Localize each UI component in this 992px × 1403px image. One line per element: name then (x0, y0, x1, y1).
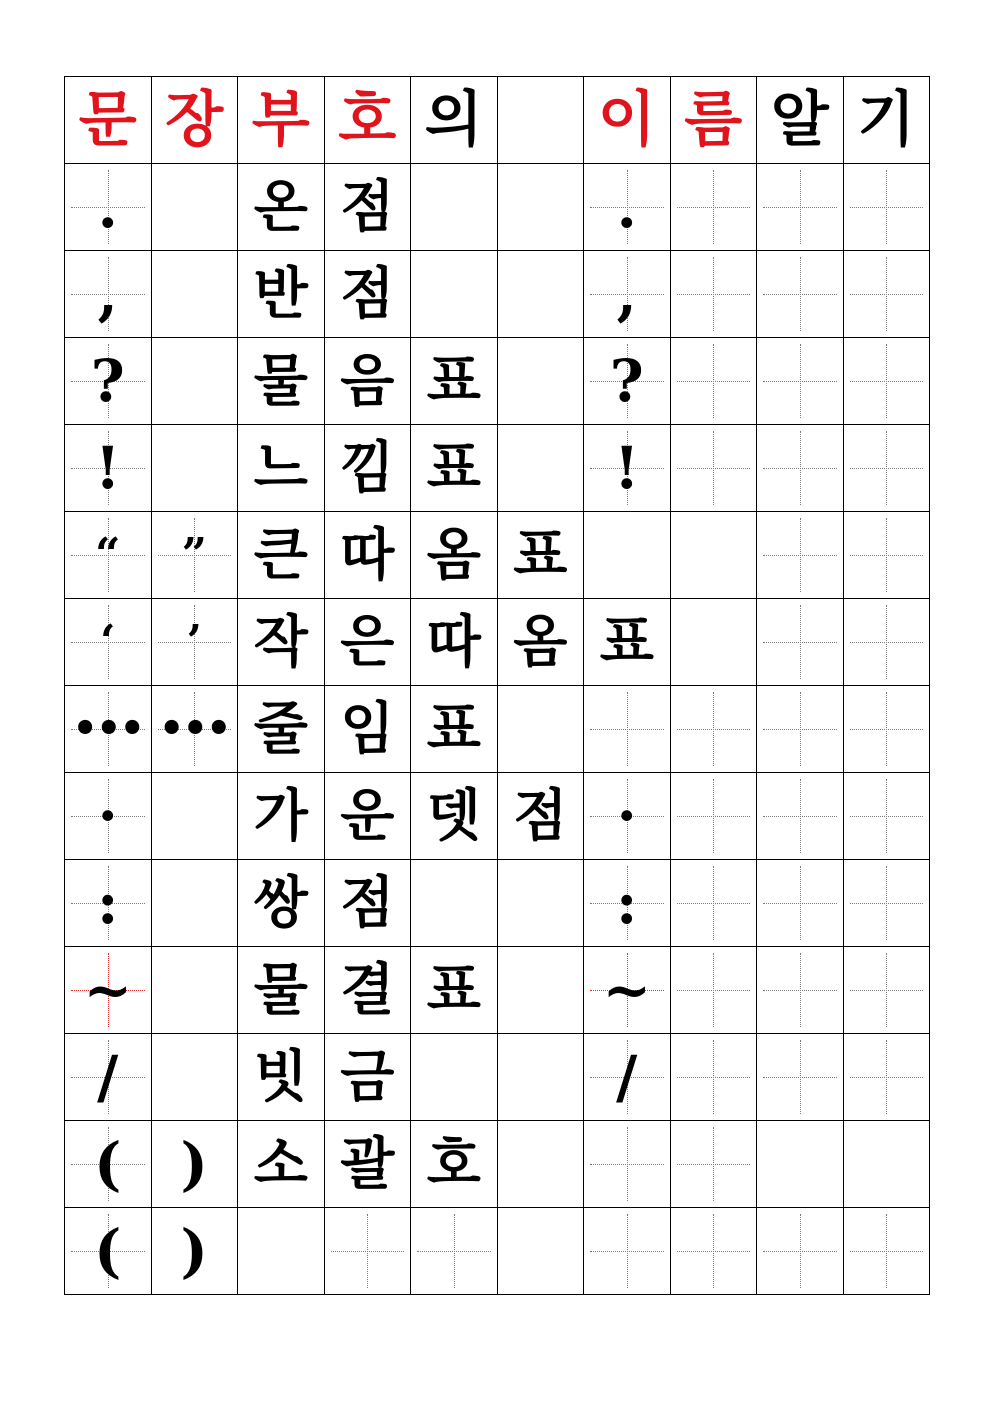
hangul-char: 반 (253, 261, 308, 327)
grid-cell (324, 1121, 411, 1208)
punctuation-symbol: ’ (186, 616, 202, 667)
practice-cell (151, 164, 238, 251)
punctuation-symbol: / (97, 1043, 119, 1111)
grid-cell (584, 164, 671, 251)
title-cell (238, 77, 325, 164)
hangul-char: 음 (340, 348, 395, 414)
grid-cell (497, 512, 584, 599)
practice-cell (757, 686, 844, 773)
title-cell (584, 77, 671, 164)
practice-cell (497, 425, 584, 512)
grid-cell (238, 338, 325, 425)
practice-cell (497, 947, 584, 1034)
grid-cell (324, 164, 411, 251)
grid-cell (238, 686, 325, 773)
practice-cell (757, 773, 844, 860)
practice-cell (670, 338, 757, 425)
symbol-row (65, 1208, 930, 1295)
practice-cell (411, 860, 498, 947)
punctuation-symbol: ~ (602, 956, 652, 1024)
punctuation-symbol: : (97, 869, 119, 937)
hangul-char: 은 (340, 609, 395, 675)
practice-cell (238, 1208, 325, 1295)
punctuation-symbol: ) (180, 1130, 208, 1198)
practice-cell (843, 251, 930, 338)
title-row (65, 77, 930, 164)
grid-cell (324, 773, 411, 860)
symbol-row (65, 599, 930, 686)
symbol-row (65, 686, 930, 773)
title-cell (497, 77, 584, 164)
grid-cell (238, 947, 325, 1034)
practice-cell (497, 251, 584, 338)
practice-cell (757, 338, 844, 425)
symbol-row (65, 425, 930, 512)
title-char: 름 (684, 85, 743, 155)
hangul-char: 임 (340, 696, 395, 762)
grid-cell (324, 860, 411, 947)
symbol-row (65, 512, 930, 599)
hangul-char: 옴 (513, 609, 568, 675)
practice-cell (411, 1208, 498, 1295)
symbol-row (65, 860, 930, 947)
practice-cell (670, 1121, 757, 1208)
grid-cell (324, 425, 411, 512)
grid-cell (411, 599, 498, 686)
grid-cell (324, 512, 411, 599)
practice-cell (411, 1034, 498, 1121)
writing-grid (64, 76, 930, 1295)
hangul-char: 뎃 (426, 783, 481, 849)
practice-cell (497, 860, 584, 947)
grid-cell (584, 773, 671, 860)
hangul-char: 느 (253, 435, 308, 501)
hangul-char: 빗 (253, 1044, 308, 1110)
grid-cell (238, 599, 325, 686)
practice-cell (497, 1208, 584, 1295)
hangul-char: 점 (340, 174, 395, 240)
grid-cell (238, 251, 325, 338)
punctuation-symbol: ( (94, 1130, 122, 1198)
practice-cell (670, 512, 757, 599)
punctuation-symbol: ••• (72, 705, 144, 752)
practice-cell (411, 251, 498, 338)
grid-cell (324, 251, 411, 338)
hangul-char: 표 (426, 348, 481, 414)
punctuation-symbol: ? (609, 347, 644, 415)
grid-cell (411, 686, 498, 773)
punctuation-symbol: . (97, 173, 118, 241)
grid-cell (411, 338, 498, 425)
title-cell (670, 77, 757, 164)
practice-cell (670, 860, 757, 947)
grid-cell (238, 1034, 325, 1121)
grid-cell (324, 599, 411, 686)
grid-cell (65, 599, 152, 686)
grid-cell (411, 1121, 498, 1208)
practice-cell (151, 773, 238, 860)
practice-cell (757, 251, 844, 338)
practice-cell (757, 599, 844, 686)
punctuation-symbol: ! (95, 434, 121, 502)
practice-cell (151, 1034, 238, 1121)
hangul-char: 표 (426, 435, 481, 501)
punctuation-symbol: · (616, 782, 637, 850)
punctuation-symbol: ? (90, 347, 125, 415)
practice-cell (843, 686, 930, 773)
practice-cell (757, 425, 844, 512)
practice-cell (151, 860, 238, 947)
grid-cell (411, 425, 498, 512)
grid-cell (584, 947, 671, 1034)
punctuation-symbol: · (97, 782, 118, 850)
grid-cell (65, 1208, 152, 1295)
grid-cell (65, 773, 152, 860)
punctuation-symbol: ” (181, 529, 207, 580)
hangul-char: 점 (513, 783, 568, 849)
hangul-char: 점 (340, 261, 395, 327)
hangul-char: 온 (253, 174, 308, 240)
practice-cell (843, 1121, 930, 1208)
title-char: 부 (251, 85, 310, 155)
title-cell (151, 77, 238, 164)
practice-cell (151, 425, 238, 512)
practice-cell (843, 599, 930, 686)
grid-cell (65, 1034, 152, 1121)
punctuation-symbol: ( (94, 1217, 122, 1285)
punctuation-symbol: ) (180, 1217, 208, 1285)
grid-cell (324, 1034, 411, 1121)
grid-cell (324, 338, 411, 425)
practice-cell (151, 947, 238, 1034)
punctuation-symbol: , (616, 260, 637, 328)
punctuation-symbol: , (97, 260, 118, 328)
practice-cell (843, 947, 930, 1034)
hangul-char: 줄 (253, 696, 308, 762)
grid-cell (65, 251, 152, 338)
punctuation-symbol: / (616, 1043, 638, 1111)
hangul-char: 물 (253, 348, 308, 414)
punctuation-symbol: ~ (83, 956, 133, 1024)
practice-cell (843, 338, 930, 425)
practice-cell (670, 425, 757, 512)
practice-cell (497, 686, 584, 773)
hangul-char: 결 (340, 957, 395, 1023)
hangul-char: 작 (253, 609, 308, 675)
symbol-row (65, 1034, 930, 1121)
grid-cell (584, 251, 671, 338)
symbol-row (65, 251, 930, 338)
grid-cell (584, 338, 671, 425)
practice-cell (584, 1208, 671, 1295)
title-cell (324, 77, 411, 164)
hangul-char: 금 (340, 1044, 395, 1110)
title-cell (843, 77, 930, 164)
punctuation-symbol: . (616, 173, 637, 241)
hangul-char: 큰 (253, 522, 308, 588)
grid-cell (238, 164, 325, 251)
grid-cell (324, 947, 411, 1034)
title-char: 기 (857, 85, 916, 155)
practice-cell (843, 1208, 930, 1295)
practice-cell (497, 1034, 584, 1121)
practice-cell (757, 164, 844, 251)
practice-cell (670, 164, 757, 251)
grid-cell (411, 947, 498, 1034)
title-char: 장 (165, 85, 224, 155)
practice-cell (670, 686, 757, 773)
title-char: 문 (78, 85, 137, 155)
hangul-char: 호 (426, 1131, 481, 1197)
grid-cell (238, 860, 325, 947)
practice-cell (843, 164, 930, 251)
hangul-char: 표 (426, 696, 481, 762)
practice-cell (670, 599, 757, 686)
grid-cell (65, 1121, 152, 1208)
symbol-row (65, 773, 930, 860)
practice-cell (497, 164, 584, 251)
hangul-char: 괄 (340, 1131, 395, 1197)
hangul-char: 소 (253, 1131, 308, 1197)
title-cell (411, 77, 498, 164)
grid-cell (65, 425, 152, 512)
practice-cell (757, 1121, 844, 1208)
practice-cell (757, 512, 844, 599)
grid-cell (584, 599, 671, 686)
symbol-row (65, 1121, 930, 1208)
practice-cell (757, 1208, 844, 1295)
grid-cell (584, 860, 671, 947)
hangul-char: 물 (253, 957, 308, 1023)
practice-cell (411, 164, 498, 251)
symbol-row (65, 164, 930, 251)
punctuation-symbol: : (616, 869, 638, 937)
punctuation-symbol: “ (95, 529, 121, 580)
grid-cell (324, 686, 411, 773)
grid-cell (584, 1034, 671, 1121)
practice-cell (670, 1034, 757, 1121)
grid-cell (238, 773, 325, 860)
practice-cell (757, 947, 844, 1034)
grid-cell (65, 338, 152, 425)
punctuation-symbol: ‘ (100, 616, 116, 667)
symbol-row (65, 338, 930, 425)
hangul-char: 따 (426, 609, 481, 675)
grid-cell (65, 164, 152, 251)
punctuation-symbol: ! (614, 434, 640, 502)
practice-cell (497, 338, 584, 425)
grid-cell (238, 425, 325, 512)
practice-cell (324, 1208, 411, 1295)
title-cell (65, 77, 152, 164)
practice-cell (757, 1034, 844, 1121)
punctuation-symbol: ••• (158, 705, 230, 752)
grid-cell (238, 512, 325, 599)
practice-cell (584, 686, 671, 773)
grid-cell (151, 1208, 238, 1295)
hangul-char: 운 (340, 783, 395, 849)
grid-cell (411, 512, 498, 599)
hangul-char: 옴 (426, 522, 481, 588)
practice-cell (151, 338, 238, 425)
title-cell (757, 77, 844, 164)
title-char: 의 (424, 85, 483, 155)
practice-cell (843, 425, 930, 512)
grid-body (65, 77, 930, 1295)
practice-cell (843, 773, 930, 860)
grid-cell (151, 599, 238, 686)
practice-cell (757, 860, 844, 947)
practice-cell (584, 512, 671, 599)
grid-cell (238, 1121, 325, 1208)
hangul-char: 표 (513, 522, 568, 588)
practice-cell (670, 947, 757, 1034)
hangul-char: 점 (340, 870, 395, 936)
grid-cell (65, 512, 152, 599)
practice-cell (670, 251, 757, 338)
title-char: 호 (338, 85, 397, 155)
practice-cell (151, 251, 238, 338)
practice-cell (843, 1034, 930, 1121)
grid-cell (151, 1121, 238, 1208)
hangul-char: 표 (599, 609, 654, 675)
grid-cell (151, 686, 238, 773)
hangul-char: 낌 (340, 435, 395, 501)
practice-cell (670, 1208, 757, 1295)
hangul-char: 따 (340, 522, 395, 588)
grid-cell (65, 947, 152, 1034)
practice-cell (670, 773, 757, 860)
hangul-char: 쌍 (253, 870, 308, 936)
practice-cell (584, 1121, 671, 1208)
hangul-char: 가 (253, 783, 308, 849)
symbol-row (65, 947, 930, 1034)
title-char: 알 (770, 85, 829, 155)
grid-cell (151, 512, 238, 599)
title-char: 이 (597, 85, 656, 155)
grid-cell (497, 599, 584, 686)
grid-cell (411, 773, 498, 860)
grid-cell (65, 860, 152, 947)
practice-cell (843, 860, 930, 947)
hangul-char: 표 (426, 957, 481, 1023)
grid-cell (497, 773, 584, 860)
practice-cell (497, 1121, 584, 1208)
practice-cell (843, 512, 930, 599)
grid-cell (584, 425, 671, 512)
grid-cell (65, 686, 152, 773)
